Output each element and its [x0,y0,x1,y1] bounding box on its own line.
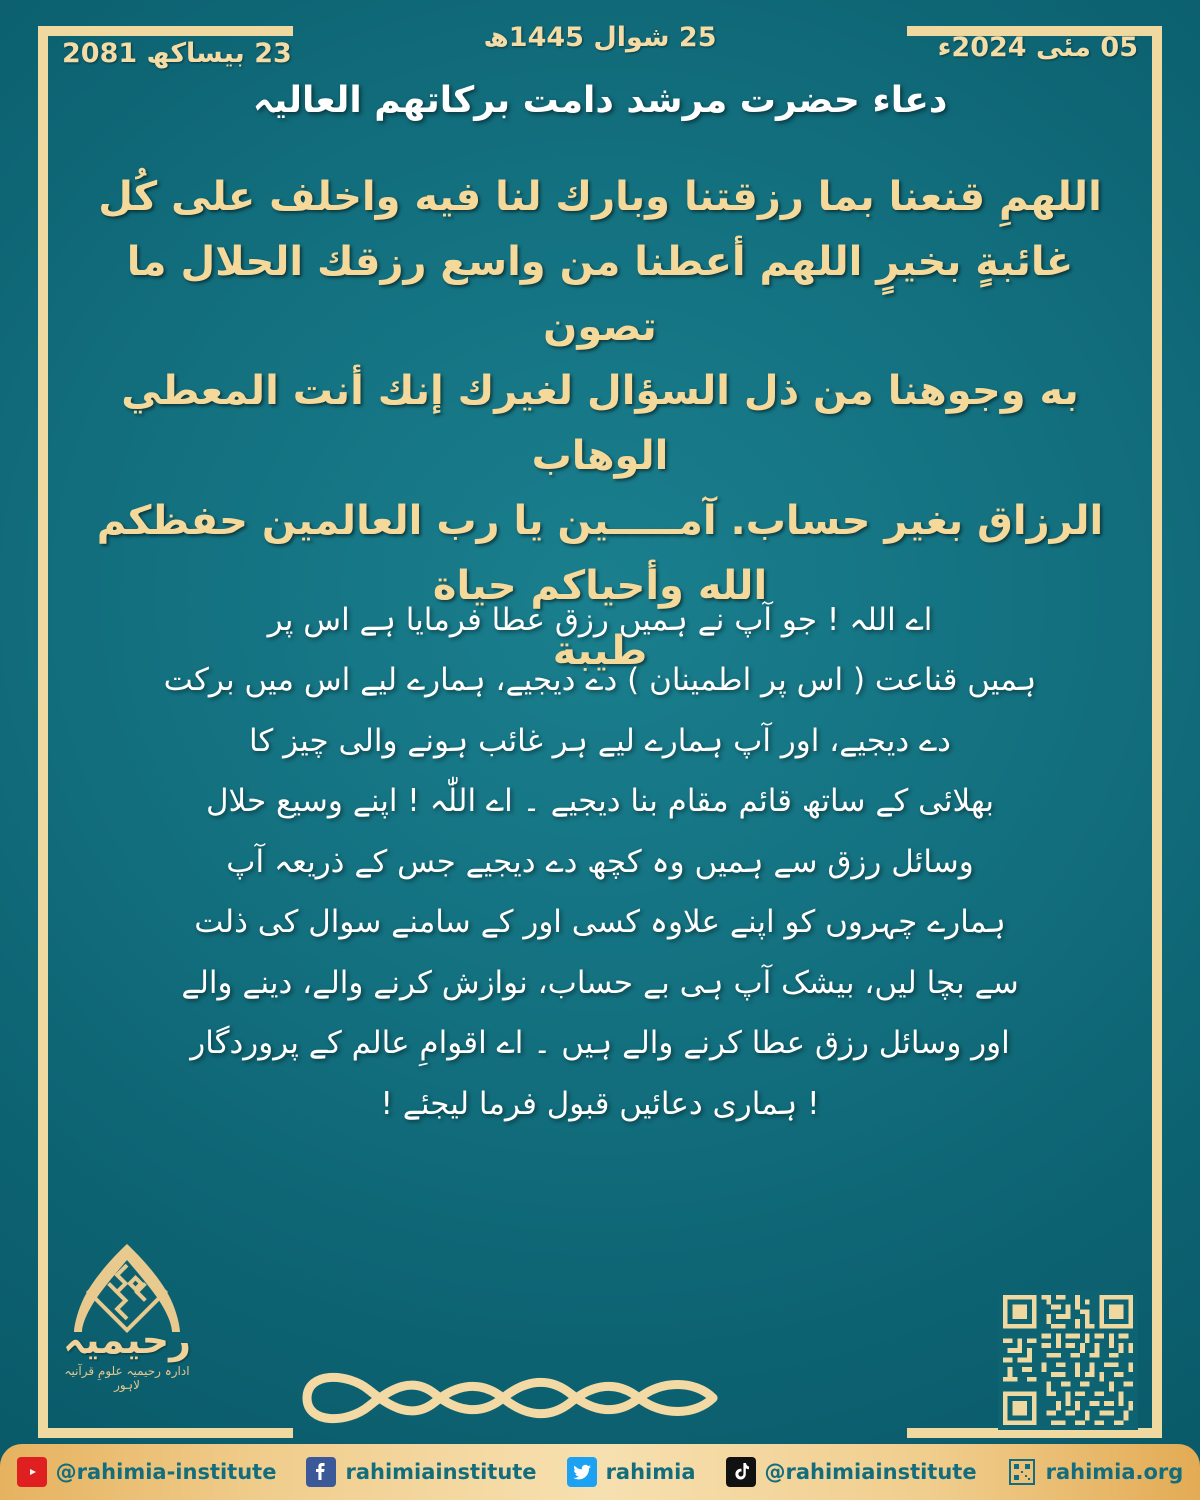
urdu-line: اور وسائل رزق عطا کرنے والے ہیں ۔ اے اقوامِ عالم کے پروردگار [190,1025,1010,1062]
social-link-twitter[interactable] [567,1457,696,1487]
website-handle: rahimia.org [1045,1460,1184,1484]
urdu-line: اے اللہ ! جو آپ نے ہمیں رزق عطا فرمایا ہے اس پر [267,602,933,638]
youtube-handle: @rahimia-institute [55,1460,277,1484]
logo-subtitle: ادارہ رحیمیہ علومِ قرآنیہ لاہور [64,1364,190,1392]
date-gregorian: 05 مئی 2024ء [937,32,1138,63]
qr-code-icon[interactable] [998,1290,1138,1430]
dua-line: الرزاق بغير حساب. آمـــــين يا رب العالمين حفظكم الله وأحياكم حياة [96,497,1104,609]
date-bikrami: 23 بیساکھ 2081 [62,38,292,69]
frame-border-right [1152,26,1162,1438]
facebook-handle: rahimiainstitute [345,1460,537,1484]
frame-border-left [38,26,48,1438]
facebook-icon [306,1457,336,1487]
social-link-facebook[interactable] [306,1457,536,1487]
dua-line: به وجوهنا من ذل السؤال لغيرك إنك أنت المعطي الوهاب [121,368,1079,480]
social-footer-bar [0,1444,1200,1500]
urdu-line: ! ہماری دعائیں قبول فرما لیجئے ! [380,1085,820,1122]
tiktok-icon [726,1457,756,1487]
rahimia-logo [52,1240,202,1400]
frame-corner-bottom-left [38,1428,293,1438]
tiktok-handle: @rahimiainstitute [764,1460,977,1484]
date-hijri: 25 شوال 1445ھ [483,22,717,53]
ornamental-flourish-icon [295,1358,725,1438]
social-link-youtube[interactable] [17,1457,277,1487]
dua-line: اللهمِ قنعنا بما رزقتنا وبارك لنا فيه واخلف على كُل [98,174,1102,220]
qr-small-icon [1007,1457,1037,1487]
logo-wordmark: رحیمیہ [62,1318,192,1362]
dua-line: طيبة [552,627,648,674]
urdu-line: دے دیجیے، اور آپ ہمارے لیے ہر غائب ہونے والی چیز کا [249,722,951,759]
youtube-icon [17,1457,47,1487]
dua-line: غائبةٍ بخيرٍ اللهم أعطنا من واسع رزقك الحلال ما تصون [126,238,1074,350]
page-title: دعاء حضرت مرشد دامت برکاتھم العالیہ [252,80,948,121]
twitter-icon [567,1457,597,1487]
urdu-line: وسائل رزق سے ہمیں وہ کچھ دے دیجیے جس کے ذریعہ آپ [226,843,974,880]
social-link-tiktok[interactable] [726,1457,977,1487]
twitter-handle: rahimia [605,1460,696,1484]
urdu-line: ہمیں قناعت ( اس پر اطمینان ) دے دیجیے، ہمارے لیے اس میں برکت [163,662,1037,699]
urdu-translation-text [130,590,1070,1134]
urdu-line: ہمارے چہروں کو اپنے علاوہ کسی اور کے سامنے سوال کی ذلت [194,904,1006,941]
urdu-line: بھلائی کے ساتھ قائم مقام بنا دیجیے ۔ اے اللّٰہ ! اپنے وسیع حلال [206,783,994,820]
urdu-line: سے بچا لیں، بیشک آپ ہی بے حساب، نوازش کرنے والے، دینے والے [181,964,1019,1001]
social-link-website[interactable] [1007,1457,1184,1487]
